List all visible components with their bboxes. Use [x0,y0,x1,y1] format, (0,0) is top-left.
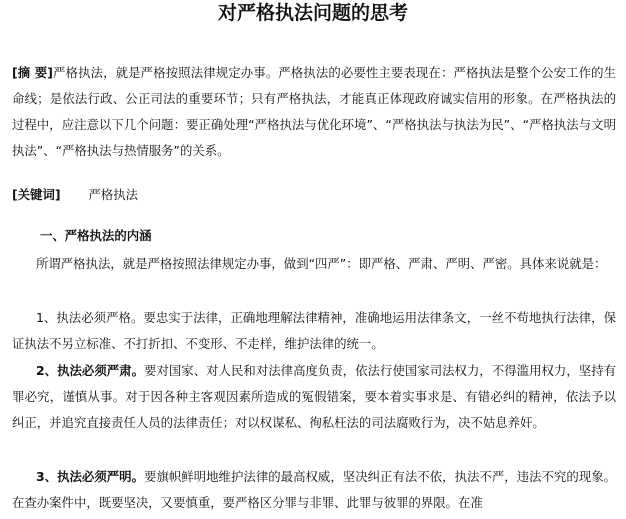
document-title: 对严格执法问题的思考 [217,2,408,24]
abstract-paragraph [12,60,616,164]
abstract-label: [摘 要] [12,65,53,80]
section-heading-1: 一、严格执法的内涵 [40,228,152,243]
point-1-text: 要忠实于法律，正确地理解法律精神，准确地运用法律条文，一丝不苟地执行法律，保证执法不另立标准、不打折扣、不变形、不走样，维护法律的统一。 [12,310,617,351]
section-intro-paragraph: 所谓严格执法，就是严格按照法律规定办事，做到“四严”：即严格、严肃、严明、严密。具体来说就是： [36,256,607,271]
keywords-line [12,182,616,208]
point-2-lead: 2、执法必须严肃。 [36,363,145,378]
keywords-label: [关键词] [12,187,61,202]
point-1-paragraph [12,305,616,357]
abstract-text: 严格执法，就是严格按照法律规定办事。严格执法的必要性主要表现在：严格执法是整个公安工作的生命线；是依法行政、公正司法的重要环节；只有严格执法，才能真正体现政府诚实信用的形象。在严格执法的过程中，应注意以下几个问题：要正确处理“严格执法与优化环境”、“严格执法与执法为民”、“严格执法与文明执法”、“严格执法与热情服务”的关系。 [12,65,617,158]
keywords-value: 严格执法 [88,187,139,202]
point-2-paragraph [12,358,616,436]
point-3-paragraph [12,464,616,516]
point-1-lead: 1、执法必须严格。 [36,310,144,325]
point-3-text: 要旗帜鲜明地维护法律的最高权威，坚决纠正有法不依，执法不严，违法不究的现象。在查办案件中，既要坚决，又要慎重，要严格区分罪与非罪、此罪与彼罪的界限。在准 [12,469,617,510]
point-2-text: 要对国家、对人民和对法律高度负责，依法行使国家司法权力，不得滥用权力，坚持有罪必究，谨慎从事。对于因各种主客观因素所造成的冤假错案，要本着实事求是、有错必纠的精神，依法予以纠正，并追究直接责任人员的法律责任；对以权谋私、徇私枉法的司法腐败行为，决不姑息养奸。 [12,363,617,430]
point-3-lead: 3、执法必须严明。 [36,469,145,484]
